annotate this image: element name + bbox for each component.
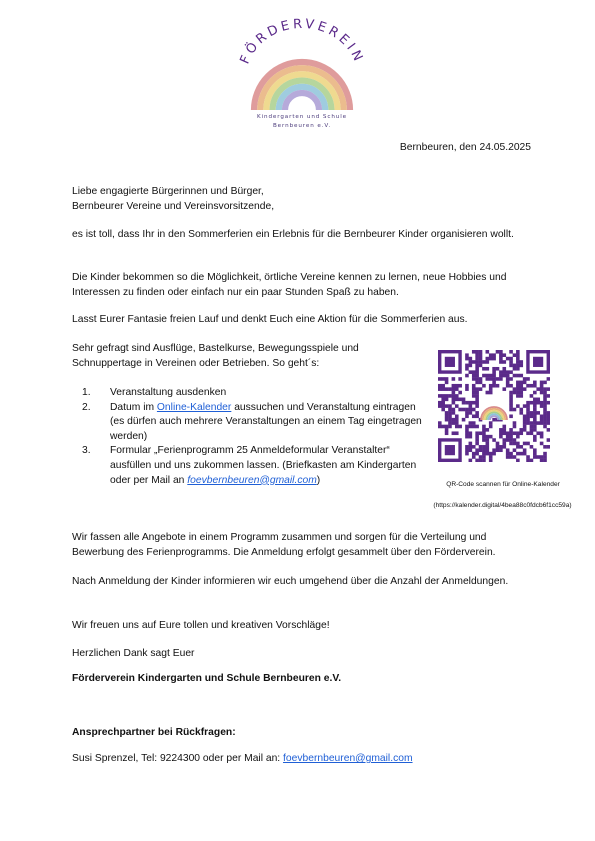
online-calendar-link[interactable]: Online-Kalender — [156, 401, 232, 413]
email-link[interactable]: foevbernbeuren@gmail.com — [187, 474, 317, 486]
contact-text: Susi Sprenzel, Tel: 9224300 oder per Mail an: — [72, 753, 284, 764]
paragraph-registration: Nach Anmeldung der Kinder informieren wir euch umgehend über die Anzahl der Anmeldungen. — [72, 576, 509, 587]
qr-code-icon — [438, 350, 550, 462]
signature-organization: Förderverein Kindergarten und Schule Bernbeuren e.V. — [72, 673, 342, 684]
paragraph-thanks: Herzlichen Dank sagt Euer — [72, 648, 195, 659]
paragraph-looking-forward: Wir freuen uns auf Eure tollen und kreativen Vorschläge! — [72, 620, 330, 631]
step-number: 1. — [82, 387, 91, 398]
step-text-pre: Datum im — [110, 401, 157, 413]
paragraph-program: Wir fassen alle Angebote in einem Programm zusammen und sorgen für die Verteilung und Bewerbung des Ferienprogramms. Die Anmeldung erfolgt gesammelt über den Förderverein. — [72, 532, 496, 558]
rainbow-icon — [254, 62, 350, 110]
qr-caption: QR-Code scannen für Online-Kalender — [446, 481, 560, 488]
qr-url: (https://kalender.digital/4bea88c0fdcb6f1cc59a) — [433, 502, 572, 509]
list-item — [72, 386, 422, 401]
logo — [232, 18, 372, 136]
logo-subtitle-1: Kindergarten und Schule — [256, 114, 348, 120]
greeting-line-1: Liebe engagierte Bürgerinnen und Bürger, — [72, 186, 264, 197]
paragraph-opportunity: Die Kinder bekommen so die Möglichkeit, örtliche Vereine kennen zu lernen, neue Hobbies und Interessen zu finden oder einfach nur ein paar Stunden Spaß zu haben. — [72, 272, 507, 298]
steps-list — [72, 386, 422, 488]
step-text — [110, 401, 422, 445]
list-item — [72, 444, 422, 488]
contact-heading: Ansprechpartner bei Rückfragen: — [72, 727, 236, 738]
greeting-line-2: Bernbeurer Vereine und Vereinsvorsitzende, — [72, 200, 275, 212]
qr-code[interactable] — [438, 350, 550, 462]
step-number: 3. — [82, 445, 91, 457]
step-text: Veranstaltung ausdenken — [110, 387, 227, 398]
paragraph-intro: es ist toll, dass Ihr in den Sommerferien ein Erlebnis für die Bernbeurer Kinder organisieren wollt. — [72, 229, 514, 240]
logo-subtitle-2: Bernbeuren e.V. — [272, 123, 332, 129]
step-text-pre: Formular „Ferienprogramm 25 Anmeldeformular Veranstalter“ ausfüllen und uns zukommen lassen. (Briefkasten am Kindergarten oder per Mail an — [110, 445, 417, 486]
step-text-post: ) — [316, 474, 321, 486]
step-text-post: aussuchen und Veranstaltung eintragen (es dürfen auch mehrere Veranstaltungen an einem Tag eingetragen werden) — [110, 401, 422, 442]
rainbow-logo-graphic — [232, 18, 372, 114]
paragraph-fantasy: Lasst Eurer Fantasie freien Lauf und denkt Euch eine Aktion für die Sommerferien aus. — [72, 314, 468, 325]
greeting — [72, 185, 532, 214]
step-number: 2. — [82, 401, 91, 413]
letter-date: Bernbeuren, den 24.05.2025 — [399, 142, 531, 153]
contact-email-link[interactable]: foevbernbeuren@gmail.com — [283, 753, 413, 764]
paragraph-how-to: Sehr gefragt sind Ausflüge, Bastelkurse, Bewegungsspiele und Schnuppertage in Vereinen oder Betrieben. So geht´s: — [72, 343, 359, 369]
step-text — [110, 444, 422, 488]
contact-line — [72, 752, 532, 767]
list-item — [72, 401, 422, 445]
logo-word: FÖRDERVEREIN — [237, 18, 367, 67]
